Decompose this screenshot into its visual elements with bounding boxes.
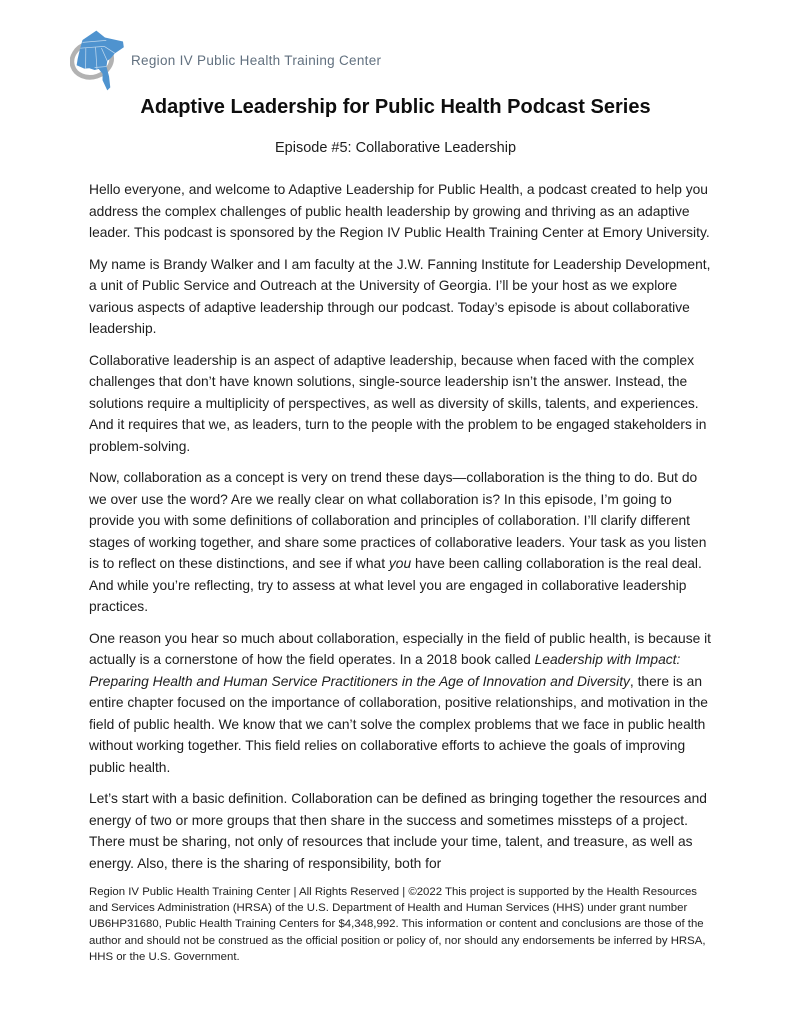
- text-run: My name is Brandy Walker and I am faculty at the J.W. Fanning Institute for Leadership Development, a unit of Public Service and Outreach at the University of Georgia. I’ll be your host as we explore various aspects of adaptive leadership through our podcast. Today’s episode is about collaborative leadership.: [89, 256, 711, 336]
- region-iv-logo: [70, 29, 126, 93]
- paragraph: [89, 254, 713, 340]
- paragraph: [89, 179, 713, 244]
- paragraph: [89, 628, 713, 779]
- footer-text: Region IV Public Health Training Center | All Rights Reserved | ©2022 This project is supported by the Health Resources and Services Administration (HRSA) of the U.S. Department of Health and Human Services (HHS) under grant number UB6HP31680, Public Health Training Centers for $4,348,992. This information or content and conclusions are those of the author and should not be construed as the official position or policy of, nor should any endorsements be inferred by HRSA, HHS or the U.S. Government.: [89, 886, 706, 963]
- paragraph: [89, 788, 713, 874]
- text-run: , there is an entire chapter focused on the importance of collaboration, positive relationships, and motivation in the field of public health. We know that we can’t solve the complex problems that we face in public health without working together. This field relies on collaborative efforts to achieve the goals of improving public health.: [89, 673, 708, 775]
- text-run: Collaborative leadership is an aspect of adaptive leadership, because when faced with the complex challenges that don’t have known solutions, single-source leadership isn’t the answer. Instead, the solutions require a multiplicity of perspectives, as well as diversity of skills, talents, and experiences. And it requires that we, as leaders, turn to the people with the problem to be engaged stakeholders in problem-solving.: [89, 352, 707, 454]
- logo-wordmark: Region IV Public Health Training Center: [131, 53, 382, 68]
- italic-text-run: you: [388, 556, 412, 571]
- text-run: Let’s start with a basic definition. Collaboration can be defined as bringing together the resources and energy of two or more groups that then share in the success and sometimes missteps of a project. There must be sharing, not only of resources that include your time, talent, and treasure, as well as energy. Also, there is the sharing of responsibility, both for: [89, 791, 707, 871]
- episode-subtitle: Episode #5: Collaborative Leadership: [274, 140, 517, 156]
- italic-text-run: Leadership with Impact: Preparing Health and Human Service Practitioners in the Age of Innovation and Diversity: [89, 652, 681, 689]
- text-run: have been calling collaboration is the real deal. And while you’re reflecting, try to assess at what level you are engaged in collaborative leadership practices.: [89, 556, 702, 614]
- text-run: Now, collaboration as a concept is very on trend these days—collaboration is the thing to do. But do we over use the word? Are we really clear on what collaboration is? In this episode, I’m going to provide you with some definitions of collaboration and principles of collaboration. I’ll clarify different stages of working together, and share some practices of collaborative leaders. Your task as you listen is to reflect on these distinctions, and see if what: [89, 470, 707, 571]
- text-run: One reason you hear so much about collaboration, especially in the field of public health, is because it actually is a cornerstone of how the field operates. In a 2018 book called: [89, 630, 712, 667]
- footer-disclaimer: [89, 884, 713, 965]
- page-title: Adaptive Leadership for Public Health Podcast Series: [140, 96, 651, 118]
- paragraph: [89, 467, 713, 618]
- document-body: [89, 179, 713, 874]
- region-iv-map-icon: [70, 29, 126, 93]
- text-run: Hello everyone, and welcome to Adaptive Leadership for Public Health, a podcast created to help you address the complex challenges of public health leadership by growing and thriving as an adaptive leader. This podcast is sponsored by the Region IV Public Health Training Center at Emory University.: [89, 182, 710, 240]
- paragraph: [89, 350, 713, 458]
